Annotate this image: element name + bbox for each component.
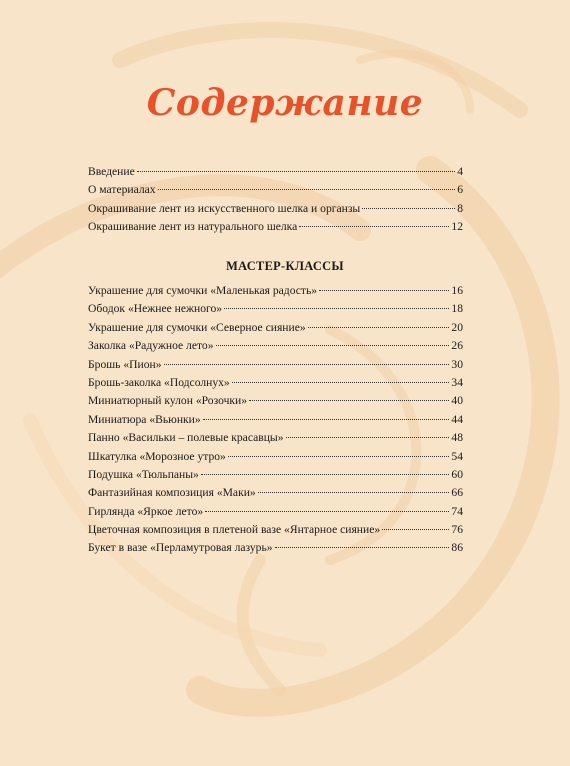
dot-leader bbox=[319, 290, 449, 291]
toc-entry-page-number: 6 bbox=[457, 183, 463, 197]
toc-entry[interactable] bbox=[88, 300, 463, 318]
toc-entry[interactable] bbox=[88, 218, 463, 236]
dot-leader bbox=[137, 171, 455, 172]
toc-entry[interactable] bbox=[88, 411, 463, 429]
dot-leader bbox=[308, 327, 450, 328]
toc-entry-label: Брошь-заколка «Подсолнух» bbox=[88, 375, 230, 389]
toc-entry-label: Брошь «Пион» bbox=[88, 357, 162, 371]
toc-entry-label: Миниатюрный кулон «Розочки» bbox=[88, 394, 248, 408]
dot-leader bbox=[158, 189, 456, 190]
dot-leader bbox=[205, 511, 449, 512]
toc-entry-page-number: 86 bbox=[451, 541, 463, 555]
toc-entry-page-number: 8 bbox=[457, 201, 463, 215]
dot-leader bbox=[249, 400, 449, 401]
dot-leader bbox=[201, 474, 450, 475]
dot-leader bbox=[224, 308, 449, 309]
toc-entry[interactable] bbox=[88, 429, 463, 447]
toc-entry[interactable] bbox=[88, 356, 463, 374]
section-heading: МАСТЕР-КЛАССЫ bbox=[226, 259, 344, 273]
toc-intro-list bbox=[88, 163, 463, 237]
toc-entry[interactable] bbox=[88, 374, 463, 392]
toc-entry-label: Украшение для сумочки «Маленькая радость» bbox=[88, 284, 318, 297]
toc-entry-page-number: 74 bbox=[451, 504, 463, 518]
dot-leader bbox=[258, 492, 450, 493]
dot-leader bbox=[232, 382, 450, 383]
dot-leader bbox=[299, 226, 449, 227]
toc-entry[interactable] bbox=[88, 392, 463, 410]
toc-entry-label: Фантазийная композиция «Маки» bbox=[88, 486, 256, 500]
toc-entry[interactable] bbox=[88, 163, 463, 181]
toc-entry-label: Окрашивание лент из искусственного шелка и органзы bbox=[88, 201, 361, 215]
toc-entry[interactable] bbox=[88, 337, 463, 355]
toc-entry-label: Шкатулка «Морозное утро» bbox=[88, 449, 226, 463]
toc-entry-page-number: 66 bbox=[451, 486, 463, 500]
toc-entry-page-number: 60 bbox=[451, 467, 463, 481]
toc-entry-page-number: 40 bbox=[451, 394, 463, 408]
toc-entry-page-number: 48 bbox=[451, 431, 463, 445]
dot-leader bbox=[164, 364, 450, 365]
toc-entry[interactable] bbox=[88, 448, 463, 466]
toc-entry-page-number: 34 bbox=[451, 375, 463, 389]
dot-leader bbox=[216, 345, 450, 346]
toc-entry[interactable] bbox=[88, 503, 463, 521]
toc-entry[interactable] bbox=[88, 181, 463, 199]
toc-entry-page-number: 16 bbox=[451, 284, 463, 297]
toc-entry-label: Цветочная композиция в плетеной вазе «Янтарное сияние» bbox=[88, 523, 381, 537]
dot-leader bbox=[362, 208, 455, 209]
toc-master-classes-list bbox=[88, 282, 463, 558]
toc-entry-label: Букет в вазе «Перламутровая лазурь» bbox=[88, 541, 273, 555]
toc-entry-label: Гирлянда «Яркое лето» bbox=[88, 504, 204, 518]
dot-leader bbox=[382, 529, 449, 530]
toc-entry-label: О материалах bbox=[88, 183, 156, 197]
dot-leader bbox=[203, 419, 450, 420]
toc-entry-page-number: 54 bbox=[451, 449, 463, 463]
toc-entry-page-number: 18 bbox=[451, 302, 463, 316]
toc-entry-page-number: 44 bbox=[451, 412, 463, 426]
toc-entry-page-number: 30 bbox=[451, 357, 463, 371]
dot-leader bbox=[286, 437, 450, 438]
toc-entry-label: Заколка «Радужное лето» bbox=[88, 339, 214, 353]
toc-entry-page-number: 26 bbox=[451, 339, 463, 353]
dot-leader bbox=[275, 547, 450, 548]
toc-entry-label: Миниатюра «Вьюнки» bbox=[88, 412, 201, 426]
page-title: Содержание bbox=[146, 82, 424, 124]
toc-entry-page-number: 12 bbox=[451, 220, 463, 234]
toc-entry-label: Введение bbox=[88, 165, 135, 178]
toc-entry[interactable] bbox=[88, 200, 463, 218]
toc-entry[interactable] bbox=[88, 282, 463, 300]
toc-entry-label: Панно «Васильки – полевые красавцы» bbox=[88, 431, 284, 445]
toc-entry-label: Украшение для сумочки «Северное сияние» bbox=[88, 320, 306, 334]
dot-leader bbox=[228, 456, 450, 457]
toc-entry[interactable] bbox=[88, 521, 463, 539]
toc-entry[interactable] bbox=[88, 319, 463, 337]
toc-entry[interactable] bbox=[88, 539, 463, 557]
toc-entry-label: Окрашивание лент из натурального шелка bbox=[88, 220, 298, 234]
toc-entry-page-number: 4 bbox=[457, 165, 463, 178]
toc-entry-page-number: 20 bbox=[451, 320, 463, 334]
toc-entry[interactable] bbox=[88, 484, 463, 502]
toc-entry-page-number: 76 bbox=[451, 523, 463, 537]
toc-entry-label: Ободок «Нежнее нежного» bbox=[88, 302, 223, 316]
toc-entry-label: Подушка «Тюльпаны» bbox=[88, 467, 199, 481]
toc-entry[interactable] bbox=[88, 466, 463, 484]
